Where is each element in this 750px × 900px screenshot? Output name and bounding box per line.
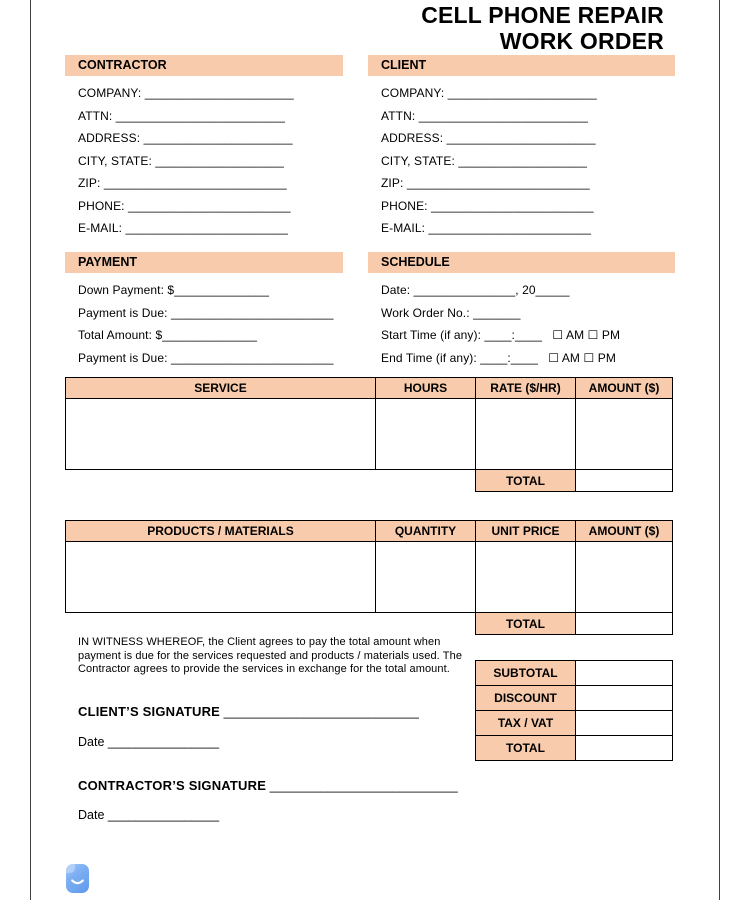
service-total-label: TOTAL [476, 470, 576, 492]
summary-label-total: TOTAL [476, 736, 576, 761]
client-field-city-state[interactable]: CITY, STATE: ___________________ [381, 153, 588, 168]
service-header-hours: HOURS [376, 378, 476, 399]
summary-value-discount[interactable] [576, 686, 673, 711]
service-cell-rate[interactable] [476, 399, 576, 470]
products-header-amount: AMOUNT ($) [576, 521, 673, 542]
summary-table [475, 660, 673, 761]
service-header-amount: AMOUNT ($) [576, 378, 673, 399]
service-table [65, 377, 673, 492]
client-field-attn[interactable]: ATTN: _________________________ [381, 108, 589, 123]
schedule-field-start-time[interactable]: Start Time (if any): ____:____ ☐ AM ☐ PM [381, 328, 621, 342]
client-field-phone[interactable]: PHONE: ________________________ [381, 198, 594, 213]
products-total-spacer [66, 613, 376, 635]
contractor-heading: CONTRACTOR [65, 55, 343, 76]
contractor-field-email[interactable]: E-MAIL: ________________________ [78, 221, 289, 235]
service-total-value[interactable] [576, 470, 673, 492]
schedule-section [368, 252, 675, 369]
summary-value-total[interactable] [576, 736, 673, 761]
payment-field-payment-due-1[interactable]: Payment is Due: ________________________ [78, 305, 334, 320]
payment-field-payment-due-2[interactable]: Payment is Due: ________________________ [78, 350, 334, 365]
contractor-date-label: Date [78, 808, 105, 822]
contractor-section [65, 55, 343, 240]
products-cell-unit-price[interactable] [476, 542, 576, 613]
payment-section [65, 252, 343, 369]
products-cell-products[interactable] [66, 542, 376, 613]
service-cell-hours[interactable] [376, 399, 476, 470]
service-header-rate: RATE ($/HR) [476, 378, 576, 399]
page-title-line1: CELL PHONE REPAIR [421, 2, 664, 28]
payment-field-total-amount[interactable]: Total Amount: $______________ [78, 328, 258, 342]
schedule-field-date[interactable]: Date: _______________, 20_____ [381, 283, 570, 297]
products-header-unit-price: UNIT PRICE [476, 521, 576, 542]
service-header-service: SERVICE [66, 378, 376, 399]
summary-value-subtotal[interactable] [576, 661, 673, 686]
products-total-label: TOTAL [476, 613, 576, 635]
contractor-field-phone[interactable]: PHONE: ________________________ [78, 198, 291, 213]
contractor-field-attn[interactable]: ATTN: _________________________ [78, 108, 286, 123]
service-cell-amount[interactable] [576, 399, 673, 470]
service-cell-service[interactable] [66, 399, 376, 470]
contractor-date-line[interactable]: ________________ [104, 808, 220, 822]
client-field-zip[interactable]: ZIP: ___________________________ [381, 176, 590, 190]
schedule-field-work-order-no[interactable]: Work Order No.: _______ [381, 305, 521, 320]
client-section [368, 55, 675, 240]
schedule-field-end-time[interactable]: End Time (if any): ____:____ ☐ AM ☐ PM [381, 350, 616, 365]
products-header-products: PRODUCTS / MATERIALS [66, 521, 376, 542]
client-signature-line[interactable]: ___________________________ [220, 704, 419, 719]
page-left-edge [30, 0, 31, 900]
contractor-signature-row [78, 778, 458, 793]
summary-label-subtotal: SUBTOTAL [476, 661, 576, 686]
contractor-signature-line[interactable]: __________________________ [266, 778, 458, 793]
smile-icon [66, 864, 89, 893]
contractor-field-address[interactable]: ADDRESS: ______________________ [78, 131, 293, 145]
client-field-company[interactable]: COMPANY: ______________________ [381, 86, 597, 100]
summary-label-tax-vat: TAX / VAT [476, 711, 576, 736]
client-date-line[interactable]: ________________ [104, 735, 220, 749]
contractor-field-zip[interactable]: ZIP: ___________________________ [78, 176, 287, 190]
smile-document-logo [66, 864, 89, 893]
client-field-email[interactable]: E-MAIL: ________________________ [381, 221, 592, 235]
products-cell-quantity[interactable] [376, 542, 476, 613]
client-heading: CLIENT [368, 55, 675, 76]
products-total-spacer [376, 613, 476, 635]
client-field-address[interactable]: ADDRESS: ______________________ [381, 131, 596, 145]
products-header-quantity: QUANTITY [376, 521, 476, 542]
products-total-value[interactable] [576, 613, 673, 635]
page-title [421, 2, 664, 54]
client-signature-row [78, 704, 419, 719]
products-table [65, 520, 673, 635]
client-signature-label: CLIENT’S SIGNATURE [78, 704, 221, 719]
client-date-row [78, 735, 219, 749]
payment-heading: PAYMENT [65, 252, 343, 273]
contractor-signature-label: CONTRACTOR’S SIGNATURE [78, 778, 267, 793]
payment-field-down-payment[interactable]: Down Payment: $______________ [78, 283, 270, 297]
summary-value-tax-vat[interactable] [576, 711, 673, 736]
contractor-field-city-state[interactable]: CITY, STATE: ___________________ [78, 153, 285, 168]
contractor-date-row [78, 808, 219, 822]
witness-clause: IN WITNESS WHEREOF, the Client agrees to pay the total amount when payment is due for the services requested and products / materials used. The Contractor agrees to provide the services in exchange for the total amount. [78, 636, 463, 675]
service-total-spacer [66, 470, 376, 492]
summary-label-discount: DISCOUNT [476, 686, 576, 711]
service-total-spacer [376, 470, 476, 492]
schedule-heading: SCHEDULE [368, 252, 675, 273]
page-title-line2: WORK ORDER [499, 28, 664, 54]
products-cell-amount[interactable] [576, 542, 673, 613]
client-date-label: Date [78, 735, 105, 749]
page-right-edge [719, 0, 720, 900]
contractor-field-company[interactable]: COMPANY: ______________________ [78, 86, 294, 100]
